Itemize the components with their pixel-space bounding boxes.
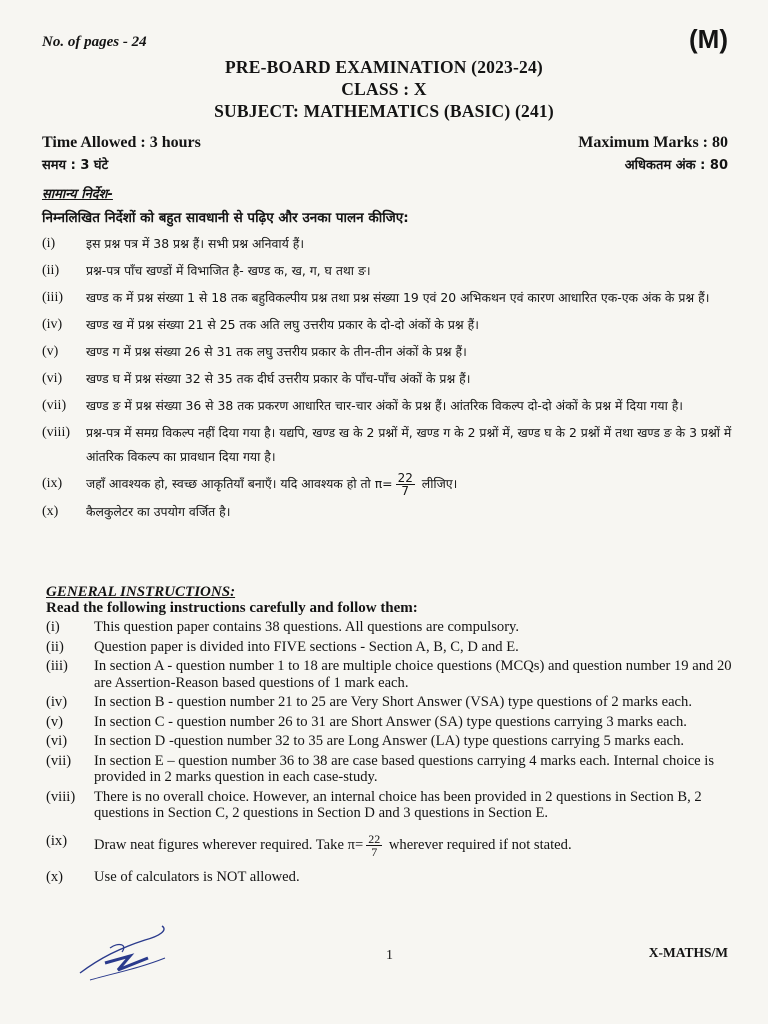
- fraction-denominator: 7: [401, 484, 410, 498]
- instruction-number: (vi): [46, 733, 68, 749]
- exam-meta: [42, 134, 728, 174]
- hindi-instruction-1: [42, 232, 732, 256]
- instruction-number: (iii): [42, 290, 63, 305]
- instruction-number: (ii): [46, 638, 64, 655]
- pi-fraction: [396, 472, 415, 497]
- hindi-instruction-9: [42, 472, 732, 497]
- instruction-text-after: लीजिए।: [421, 476, 458, 491]
- set-code: (M): [689, 24, 728, 54]
- hindi-instruction-3: [42, 286, 732, 310]
- fraction-numerator: 22: [397, 471, 413, 485]
- english-instructions-subheading: Read the following instructions carefully and follow them:: [46, 600, 418, 616]
- instruction-number: (iv): [46, 694, 68, 710]
- footer-code: X-MATHS/M: [648, 945, 728, 960]
- instruction-number: (x): [42, 504, 59, 519]
- instruction-text: There is no overall choice. However, an internal choice has been provided in 2 questions in Section B, 2 questions in Section C, 2 questions in Section D and 3 questions in Section E.: [94, 788, 702, 821]
- instruction-text: In section D -question number 32 to 35 are Long Answer (LA) type questions carrying 5 marks each.: [94, 733, 685, 749]
- english-instruction-10: [46, 869, 736, 886]
- equals-sign: =: [382, 476, 393, 491]
- hindi-instruction-8: [42, 421, 732, 469]
- english-instruction-8: [46, 789, 736, 822]
- max-marks-en: Maximum Marks : 80: [578, 134, 728, 151]
- instruction-text: खण्ड ग में प्रश्न संख्या 26 से 31 तक लघु उत्तरीय प्रकार के तीन-तीन अंकों के प्रश्न हैं।: [86, 344, 467, 359]
- instruction-number: (ii): [42, 263, 60, 278]
- instruction-text: प्रश्न-पत्र में समग्र विकल्प नहीं दिया गया है। यद्यपि, खण्ड ख के 2 प्रश्नों में, खण्ड ग के 2 प्रश्नों में, खण्ड घ के 2 प्रश्नों में तथा खण्ड ङ के 3 प्रश्नों में आंतरिक विकल्प का प्रावधान दिया गया है।: [86, 425, 732, 464]
- instruction-number: (viii): [46, 788, 76, 805]
- hindi-instructions-subheading: निम्नलिखित निर्देशों को बहुत सावधानी से पढ़िए और उनका पालन कीजिए:: [42, 210, 409, 226]
- subject-label: SUBJECT: MATHEMATICS (BASIC) (241): [214, 101, 554, 121]
- instruction-number: (vii): [46, 752, 72, 769]
- instruction-text-after: wherever required if not stated.: [388, 836, 572, 853]
- english-instruction-7: [46, 753, 736, 786]
- hindi-instructions-heading: सामान्य निर्देश-: [42, 187, 113, 202]
- instruction-number: (iii): [46, 658, 68, 674]
- instruction-text: This question paper contains 38 questions. All questions are compulsory.: [94, 619, 520, 635]
- hindi-instruction-2: [42, 259, 732, 283]
- english-instruction-4: [46, 694, 736, 711]
- instruction-number: (ix): [46, 832, 68, 849]
- instruction-number: (x): [46, 868, 64, 885]
- instruction-number: (v): [42, 344, 59, 359]
- handwritten-signature: [70, 918, 180, 988]
- instruction-text: खण्ड ख में प्रश्न संख्या 21 से 25 तक अति लघु उत्तरीय प्रकार के दो-दो अंकों के प्रश्न हैं।: [86, 317, 479, 332]
- instruction-text-before: Draw neat figures wherever required. Take: [94, 836, 344, 853]
- exam-header: [0, 56, 768, 122]
- instruction-number: (vi): [42, 371, 63, 386]
- class-label: CLASS : X: [341, 79, 427, 99]
- instruction-text: In section C - question number 26 to 31 are Short Answer (SA) type questions carrying 3 marks each.: [94, 713, 687, 730]
- hindi-instruction-5: [42, 340, 732, 364]
- hindi-instruction-6: [42, 367, 732, 391]
- pages-note: No. of pages - 24: [42, 34, 147, 50]
- instruction-text: प्रश्न-पत्र पाँच खण्डों में विभाजित है- खण्ड क, ख, ग, घ तथा ङ।: [86, 263, 371, 278]
- pi-fraction: [366, 833, 382, 858]
- english-instruction-2: [46, 639, 736, 656]
- instruction-text: खण्ड ङ में प्रश्न संख्या 36 से 38 तक प्रकरण आधारित चार-चार अंकों के प्रश्न हैं। आंतरिक विकल्प दो-दो अंकों के प्रश्न में दिया गया है।: [86, 398, 684, 413]
- pi-symbol: π: [347, 836, 355, 853]
- english-instruction-5: [46, 714, 736, 731]
- hindi-instructions-list: [42, 232, 732, 527]
- max-marks-hi: अधिकतम अंक : 80: [624, 158, 728, 173]
- top-line: [42, 24, 728, 58]
- time-allowed-hi: समय : 3 घंटे: [42, 158, 109, 173]
- instruction-number: (i): [46, 619, 60, 635]
- instruction-number: (v): [46, 713, 64, 730]
- exam-title: PRE-BOARD EXAMINATION (2023-24): [225, 57, 543, 77]
- english-instruction-9: [46, 833, 736, 858]
- english-instruction-6: [46, 733, 736, 750]
- instruction-text: Question paper is divided into FIVE sections - Section A, B, C, D and E.: [94, 638, 519, 655]
- hindi-instruction-7: [42, 394, 732, 418]
- hindi-instruction-4: [42, 313, 732, 337]
- english-instruction-3: [46, 658, 736, 691]
- instruction-text: कैलकुलेटर का उपयोग वर्जित है।: [86, 504, 231, 519]
- instruction-text: खण्ड घ में प्रश्न संख्या 32 से 35 तक दीर्घ उत्तरीय प्रकार के पाँच-पाँच अंकों के प्रश्न हैं।: [86, 371, 471, 386]
- hindi-instruction-10: [42, 500, 732, 524]
- english-instructions-heading: GENERAL INSTRUCTIONS:: [46, 584, 236, 600]
- instruction-number: (iv): [42, 317, 63, 332]
- instruction-text: खण्ड क में प्रश्न संख्या 1 से 18 तक बहुविकल्पीय प्रश्न तथा प्रश्न संख्या 19 एवं 20 अभिकथन एवं कारण आधारित एक-एक अंक के प्रश्न हैं।: [86, 290, 710, 305]
- page-number: 1: [386, 948, 393, 963]
- equals-sign: =: [354, 836, 364, 853]
- english-instruction-1: [46, 619, 736, 636]
- instruction-text: In section E – question number 36 to 38 are case based questions carrying 4 marks each. Internal choice is provided in 2 marks question in each case-study.: [94, 752, 715, 785]
- time-allowed-en: Time Allowed : 3 hours: [42, 134, 201, 151]
- instruction-text: इस प्रश्न पत्र में 38 प्रश्न हैं। सभी प्रश्न अनिवार्य हैं।: [86, 236, 305, 251]
- english-instructions-list: [46, 619, 736, 888]
- fraction-numerator: 22: [368, 831, 381, 846]
- pi-symbol: π: [374, 476, 383, 491]
- instruction-text: Use of calculators is NOT allowed.: [94, 868, 300, 885]
- instruction-number: (i): [42, 236, 56, 251]
- instruction-text: In section B - question number 21 to 25 are Very Short Answer (VSA) type questions of 2 marks each.: [94, 694, 692, 710]
- instruction-number: (viii): [42, 425, 70, 440]
- instruction-number: (vii): [42, 398, 67, 413]
- instruction-text-before: जहाँ आवश्यक हो, स्वच्छ आकृतियाँ बनाएँ। यदि आवश्यक हो तो: [86, 476, 371, 491]
- instruction-number: (ix): [42, 476, 63, 491]
- instruction-text: In section A - question number 1 to 18 are multiple choice questions (MCQs) and question number 19 and 20 are Assertion-Reason based questions of 1 mark each.: [94, 658, 732, 691]
- fraction-denominator: 7: [371, 844, 378, 859]
